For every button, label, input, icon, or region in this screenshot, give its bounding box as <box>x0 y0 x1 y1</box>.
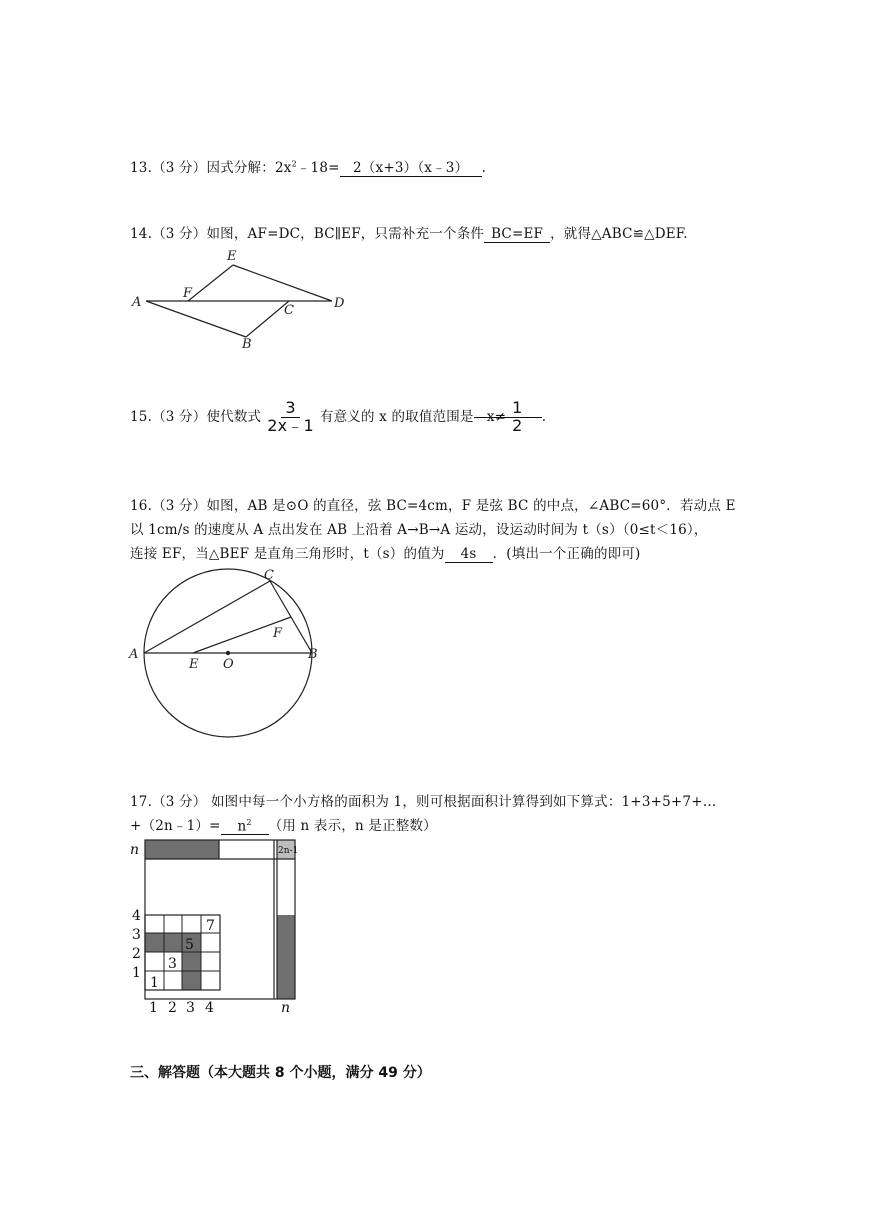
label-a: A <box>129 647 139 662</box>
question-16-line-2: 以 1cm/s 的速度从 A 点出发在 AB 上沿着 A→B→A 运动，设运动时间为 t（s）（0≤t＜16）， <box>130 522 708 538</box>
col-label-1: 1 <box>149 1000 158 1015</box>
q15-end: . <box>541 408 547 425</box>
q13-exponent: 2 <box>291 159 297 169</box>
q15-answer-prefix: x≠ <box>486 408 507 425</box>
label-f: F <box>273 626 283 641</box>
cell-label-3: 3 <box>168 956 177 972</box>
q13-text: 13.（3 分）因式分解：2x <box>130 160 292 176</box>
q17-line2-end: （用 n 表示，n 是正整数） <box>268 818 437 834</box>
row-label-3: 3 <box>132 927 141 943</box>
q17-grid-figure <box>128 835 308 1015</box>
q15-answer-underline <box>474 417 542 418</box>
q15-fraction <box>263 400 318 435</box>
q16-line3-end: ．(填出一个正确的即可) <box>492 546 641 562</box>
cell-label-5: 5 <box>185 937 194 953</box>
q17-answer <box>221 818 269 836</box>
label-a: A <box>132 295 142 310</box>
label-c: C <box>264 568 274 583</box>
segment-bc <box>246 301 289 337</box>
q15-answer <box>474 400 542 435</box>
question-14 <box>130 222 688 243</box>
row-label-4: 4 <box>132 908 141 924</box>
label-n-bottom: n <box>281 1000 291 1015</box>
q15-text: 15.（3 分）使代数式 <box>130 408 262 425</box>
question-17-line-1: 17.（3 分） 如图中每一个小方格的面积为 1，则可根据面积计算得到如下算式：1+3+5+7+… <box>130 794 717 810</box>
center-point-o <box>226 651 230 655</box>
row-label-2: 2 <box>132 946 141 962</box>
q15-fraction-denominator: 2x﹣1 <box>267 415 314 435</box>
label-2n-1: 2n-1 <box>278 846 299 856</box>
question-17-line-2 <box>130 814 437 835</box>
q14-end: ，就得△ABC≌△DEF. <box>550 226 688 242</box>
segment-ab <box>146 301 246 337</box>
q15-fraction-numerator: 3 <box>281 400 299 418</box>
question-16-line-3 <box>130 542 641 563</box>
question-13 <box>130 156 486 177</box>
q17-answer-base: n <box>237 818 247 834</box>
question-15 <box>130 400 546 435</box>
col-label-3: 3 <box>186 1000 195 1015</box>
question-16-line-1: 16.（3 分）如图，AB 是⊙O 的直径，弦 BC=4cm，F 是弦 BC 的中点，∠ABC=60°．若动点 E <box>130 498 736 514</box>
q13-mid: ﹣18= <box>296 160 340 176</box>
q17-line2-text: +（2n﹣1）= <box>130 818 221 834</box>
q16-line3-text: 连接 EF，当△BEF 是直角三角形时，t（s）的值为 <box>130 546 445 562</box>
label-d: D <box>334 296 345 311</box>
label-f: F <box>183 286 193 301</box>
label-o: O <box>223 657 234 672</box>
q17-answer-exponent: 2 <box>246 817 252 827</box>
label-b: B <box>242 337 252 352</box>
segment-ed <box>233 265 332 301</box>
q16-figure <box>125 565 335 745</box>
cell-label-7: 7 <box>206 918 215 934</box>
col-label-2: 2 <box>168 1000 177 1015</box>
label-e: E <box>227 249 237 264</box>
chord-ac <box>144 581 270 653</box>
q14-figure <box>125 245 360 355</box>
q13-end: . <box>481 160 487 176</box>
row-label-1: 1 <box>132 965 141 981</box>
label-e: E <box>189 657 199 672</box>
q13-answer: 2（x+3）（x﹣3） <box>340 156 482 177</box>
cell-label-1: 1 <box>150 975 159 991</box>
label-n-top: n <box>130 842 140 858</box>
segment-fe <box>188 265 233 301</box>
q14-answer: BC=EF <box>484 226 550 243</box>
label-b: B <box>308 647 318 662</box>
label-c: C <box>284 303 294 318</box>
shade-right-col <box>277 915 295 999</box>
q15-answer-numerator: 1 <box>508 400 526 418</box>
q15-answer-denominator: 2 <box>512 415 523 435</box>
q16-answer: 4s <box>445 546 493 563</box>
q15-mid: 有意义的 x 的取值范围是 <box>319 408 474 425</box>
q14-text: 14.（3 分）如图，AF=DC，BC∥EF，只需补充一个条件 <box>130 226 485 242</box>
shade-top-row <box>145 840 219 859</box>
col-label-4: 4 <box>205 1000 214 1015</box>
section-3-heading: 三、解答题（本大题共 8 个小题，满分 49 分） <box>130 1065 431 1081</box>
